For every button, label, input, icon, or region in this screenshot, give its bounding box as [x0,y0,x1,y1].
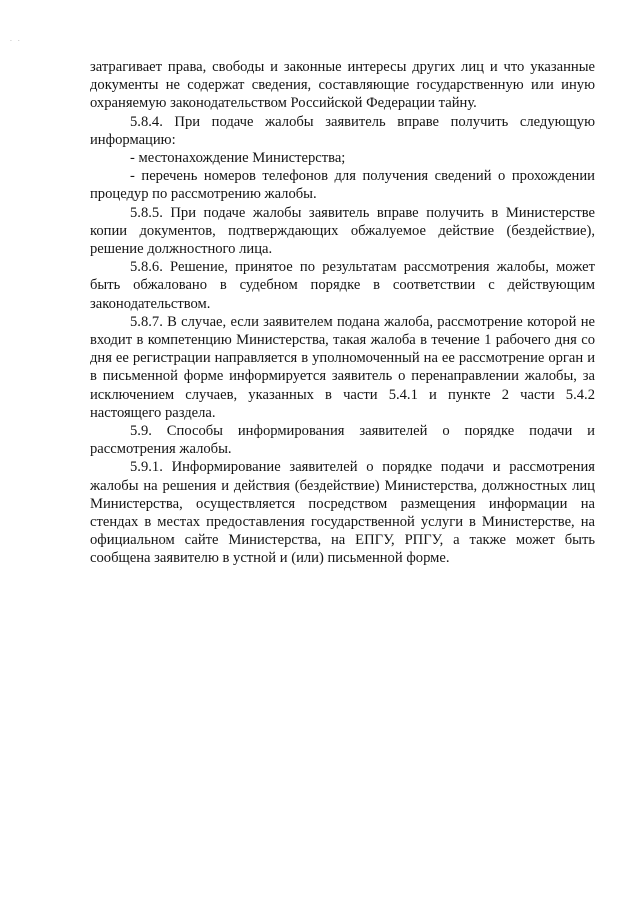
paragraph-5-8-4: 5.8.4. При подаче жалобы заявитель вправе получить следующую информацию: [90,113,595,148]
list-item-location: - местонахождение Министерства; [130,150,346,167]
paragraph-continuation: затрагивает права, свободы и законные интересы других лиц и что указанные документы не содержат сведения, составляющие государственную или иную охраняемую законодательством Российской Федерации тайну. [90,59,595,112]
paragraph-5-9-1: 5.9.1. Информирование заявителей о порядке подачи и рассмотрения жалобы на решения и действия (бездействие) Министерства, должностных лиц Министерства, осуществляется посредством размещения информации на стендах в местах предоставления государственной услуги в Министерстве, на официальном сайте Министерства, на ЕПГУ, РПГУ, а также может быть сообщена заявителю в устной и (или) письменной форме. [90,459,595,567]
paragraph-5-9: 5.9. Способы информирования заявителей о порядке подачи и рассмотрения жалобы. [90,423,595,458]
document-body [90,58,595,568]
list-item-phones: - перечень номеров телефонов для получения сведений о прохождении процедур по рассмотрению жалобы. [90,168,595,203]
paragraph-5-8-6: 5.8.6. Решение, принятое по результатам рассмотрения жалобы, может быть обжаловано в судебном порядке в соответствии с действующим законодательством. [90,259,595,312]
paragraph-5-8-5: 5.8.5. При подаче жалобы заявитель вправе получить в Министерстве копии документов, подтверждающих обжалуемое действие (бездействие), решение должностного лица. [90,204,595,258]
corner-mark: . . [10,36,22,43]
paragraph-5-8-7: 5.8.7. В случае, если заявителем подана жалоба, рассмотрение которой не входит в компетенцию Министерства, такая жалоба в течение 1 рабочего дня со дня ее регистрации направляется в уполномоченный на ее рассмотрение орган и в письменной форме информируется заявитель о перенаправлении жалобы, за исключением случаев, указанных в части 5.4.1 и пункте 2 части 5.4.2 настоящего раздела. [90,313,595,421]
